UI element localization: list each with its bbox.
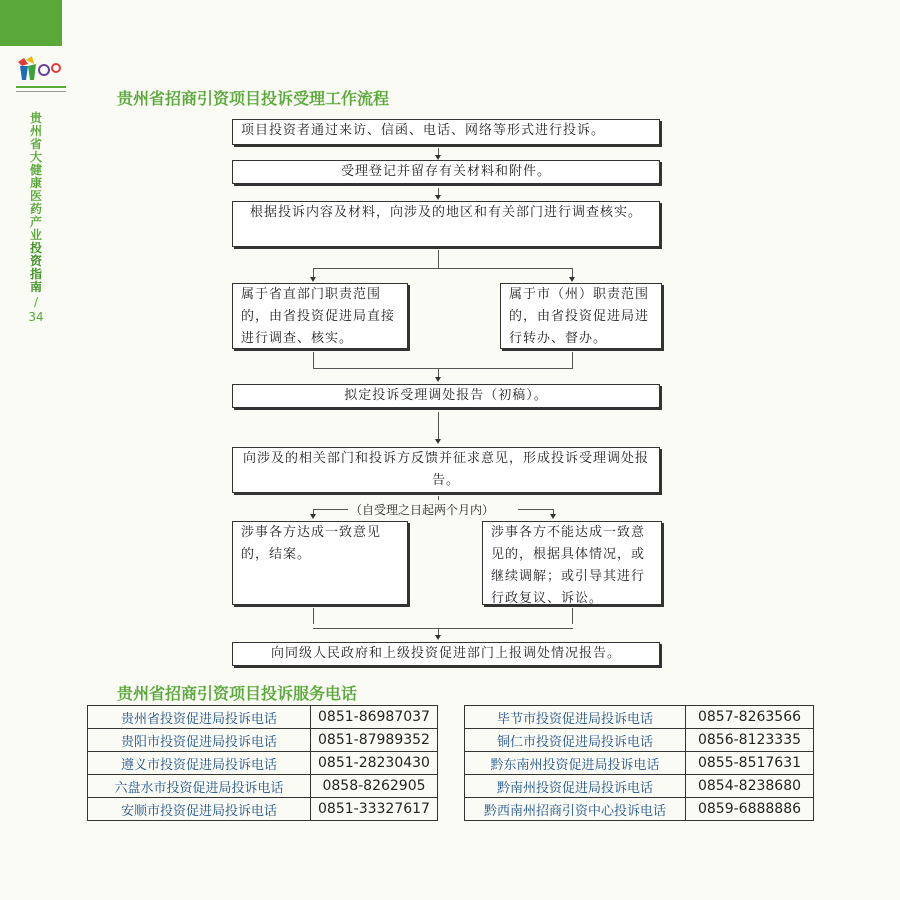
sidebar-char: 健 xyxy=(29,163,42,177)
office-name: 安顺市投资促进局投诉电话 xyxy=(88,798,311,821)
down-arrow-icon xyxy=(435,377,441,382)
step-registration: 受理登记并留存有关材料和附件。 xyxy=(232,160,660,184)
office-name: 贵州省投资促进局投诉电话 xyxy=(88,706,311,729)
phone-number: 0851-87989352 xyxy=(311,729,438,752)
step-report-upward: 向同级人民政府和上级投资促进部门上报调处情况报告。 xyxy=(232,642,660,666)
phone-number: 0859-6888886 xyxy=(686,798,814,821)
timeframe-note: （自受理之日起两个月内） xyxy=(350,503,495,517)
table-row xyxy=(88,729,438,752)
sidebar-char: 资 xyxy=(29,254,42,268)
office-name: 黔西南州招商引资中心投诉电话 xyxy=(465,798,686,821)
connector-line xyxy=(313,268,573,269)
table-row xyxy=(465,706,814,729)
phone-number: 0858-8262905 xyxy=(311,775,438,798)
header-green-bar xyxy=(0,0,62,46)
connector-line xyxy=(313,352,314,368)
sidebar-char: 大 xyxy=(29,150,42,164)
step-draft-report: 拟定投诉受理调处报告（初稿）。 xyxy=(232,384,660,408)
connector-line xyxy=(313,628,573,629)
page-number: 34 xyxy=(28,310,44,324)
sidebar-char: 业 xyxy=(29,228,42,242)
table-row xyxy=(465,752,814,775)
down-arrow-icon xyxy=(569,277,575,282)
table-row xyxy=(88,798,438,821)
phone-number: 0851-86987037 xyxy=(311,706,438,729)
office-name: 铜仁市投资促进局投诉电话 xyxy=(465,729,686,752)
down-arrow-icon xyxy=(435,195,441,200)
sidebar-slash: / xyxy=(33,295,39,309)
phone-number: 0857-8263566 xyxy=(686,706,814,729)
connector-line xyxy=(438,250,439,268)
table-row xyxy=(88,775,438,798)
down-arrow-icon xyxy=(310,514,316,519)
phone-table-right xyxy=(464,705,814,821)
connector-line xyxy=(572,352,573,368)
office-name: 黔东南州投资促进局投诉电话 xyxy=(465,752,686,775)
phone-number: 0851-33327617 xyxy=(311,798,438,821)
phone-number: 0854-8238680 xyxy=(686,775,814,798)
table-row xyxy=(465,775,814,798)
office-name: 黔南州投资促进局投诉电话 xyxy=(465,775,686,798)
connector-line xyxy=(438,412,439,440)
sidebar-char: 指 xyxy=(29,267,42,281)
sidebar-char: 产 xyxy=(29,215,42,229)
phone-number: 0856-8123335 xyxy=(686,729,814,752)
flow-title: 贵州省招商引资项目投诉受理工作流程 xyxy=(117,89,390,108)
phone-number: 0855-8517631 xyxy=(686,752,814,775)
step-provincial-dept: 属于省直部门职责范围的，由省投资促进局直接进行调查、核实。 xyxy=(232,283,408,349)
table-row xyxy=(465,798,814,821)
office-name: 遵义市投资促进局投诉电话 xyxy=(88,752,311,775)
step-complaint-submission: 项目投资者通过来访、信函、电话、网络等形式进行投诉。 xyxy=(232,119,660,145)
sidebar-char: 药 xyxy=(29,202,42,216)
sidebar-char: 医 xyxy=(29,189,42,203)
sidebar-char: 南 xyxy=(29,280,42,294)
phone-table-left xyxy=(87,705,438,821)
sidebar-char: 康 xyxy=(29,176,42,190)
down-arrow-icon xyxy=(435,635,441,640)
down-arrow-icon xyxy=(310,277,316,282)
sidebar-vertical-title xyxy=(26,112,46,324)
step-feedback: 向涉及的相关部门和投诉方反馈并征求意见，形成投诉受理调处报告。 xyxy=(232,447,660,493)
office-name: 毕节市投资促进局投诉电话 xyxy=(465,706,686,729)
connector-line xyxy=(313,368,573,369)
connector-line xyxy=(438,496,439,500)
table-row xyxy=(88,752,438,775)
phone-number: 0851-28230430 xyxy=(311,752,438,775)
step-agreement-reached: 涉事各方达成一致意见的，结案。 xyxy=(232,521,408,605)
sidebar-char: 投 xyxy=(29,241,42,255)
step-investigation: 根据投诉内容及材料，向涉及的地区和有关部门进行调查核实。 xyxy=(232,201,660,247)
connector-line xyxy=(313,608,314,624)
brand-logo xyxy=(14,56,68,96)
sidebar-char: 省 xyxy=(29,137,42,151)
step-no-agreement: 涉事各方不能达成一致意见的，根据具体情况，或继续调解；或引导其进行行政复议、诉讼。 xyxy=(482,521,662,605)
sidebar-char: 州 xyxy=(29,124,42,138)
table-row xyxy=(88,706,438,729)
connector-line xyxy=(518,509,554,510)
table-row xyxy=(465,729,814,752)
down-arrow-icon xyxy=(550,514,556,519)
sidebar-char: 贵 xyxy=(29,111,42,125)
step-city-prefecture: 属于市（州）职责范围的，由省投资促进局进行转办、督办。 xyxy=(500,283,662,349)
office-name: 贵阳市投资促进局投诉电话 xyxy=(88,729,311,752)
phones-title: 贵州省招商引资项目投诉服务电话 xyxy=(117,684,358,703)
down-arrow-icon xyxy=(435,439,441,444)
office-name: 六盘水市投资促进局投诉电话 xyxy=(88,775,311,798)
connector-line xyxy=(313,509,348,510)
down-arrow-icon xyxy=(435,155,441,160)
connector-line xyxy=(572,608,573,624)
